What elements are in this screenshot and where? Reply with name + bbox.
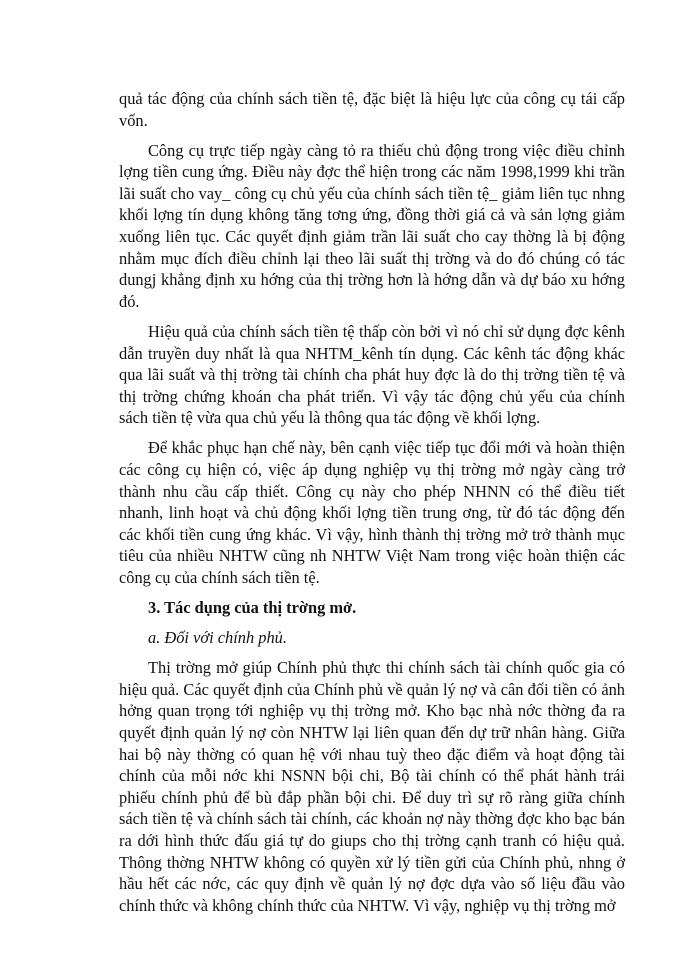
paragraph-transmission-channel: Hiệu quả của chính sách tiền tệ thấp còn bởi vì nó chỉ sử dụng đợc kênh dẫn truyền duy nhất là qua NHTM_kênh tín dụng. Các kênh tác động khác qua lãi suất và thị trờng tài chính cha phát huy đợc là do thị trờng tiền tệ và thị trờng chứng khoán cha phát triển. Vì vậy tác động chủ yếu của chính sách tiền tệ vừa qua chủ yếu là thông qua tác động về khối lợng. (119, 321, 625, 428)
subsection-heading: a. Đối với chính phủ. (148, 628, 287, 648)
paragraph-government: Thị trờng mở giúp Chính phủ thực thi chính sách tài chính quốc gia có hiệu quả. Các quyết định của Chính phủ về quản lý nợ và cân đối tiền có ảnh hởng quan trọng tới nghiệp vụ thị trờng mở. Kho bạc nhà nớc thờng đa ra quyết định quản lý nợ còn NHTW lại liên quan đến dự trữ nhân hàng. Giữa hai bộ này thờng có quan hệ với nhau tuỳ theo đặc điểm và hoạt động tài chính của mỗi nớc khi NSNN bội chi, Bộ tài chính có thể phát hành trái phiếu chính phủ để bù đắp phần bội chi. Để duy trì sự rõ ràng giữa chính sách tiền tệ và chính sách tài chính, các khoản nợ này thờng đợc kho bạc bán ra dới hình thức đấu giá tự do giups cho thị trờng cạnh tranh có hiệu quả. Thông thờng NHTW không có quyền xử lý tiền gửi của Chính phủ, nhng ở hầu hết các nớc, các quy định về quản lý nợ đợc dựa vào số liệu đầu vào chính thức và không chính thức của NHTW. Vì vậy, nghiệp vụ thị trờng mở (119, 658, 625, 915)
document-body (119, 88, 625, 916)
paragraph-open-market-need: Để khắc phục hạn chế này, bên cạnh việc tiếp tục đổi mới và hoàn thiện các công cụ hiện có, việc áp dụng nghiệp vụ thị trờng mở ngày càng trở thành nhu cầu cấp thiết. Công cụ này cho phép NHNN có thể điều tiết nhanh, linh hoạt và chủ động khối lợng tiền trung ơng, từ đó tác động đến các khối tiền cung ứng khác. Vì vậy, hình thành thị trờng mở trở thành mục tiêu của nhiều NHTW cũng nh NHTW Việt Nam trong việc hoàn thiện các công cụ của chính sách tiền tệ. (119, 438, 625, 587)
paragraph-continuation: quả tác động của chính sách tiền tệ, đặc biệt là hiệu lực của công cụ tái cấp vốn. (119, 89, 625, 130)
paragraph-direct-tools: Công cụ trực tiếp ngày càng tỏ ra thiếu chủ động trong việc điều chỉnh lợng tiền cung ứng. Điều này đợc thể hiện trong các năm 1998,1999 khi trần lãi suất cho vay_ công cụ chủ yếu của chính sách tiền tệ_ giảm liên tục nhng khối lợng tín dụng không tăng tơng ứng, đồng thời giá cả và sản lợng giảm xuống liên tục. Các quyết định giảm trần lãi suất cho cay thờng là bị động nhằm mục đích điều chỉnh lại theo lãi suất thị trờng và do đó chúng có tác dungj khẳng định xu hớng của thị trờng hơn là hớng dẫn và dự báo xu hớng đó. (119, 140, 625, 311)
section-heading: 3. Tác dụng của thị trờng mở. (148, 598, 357, 618)
